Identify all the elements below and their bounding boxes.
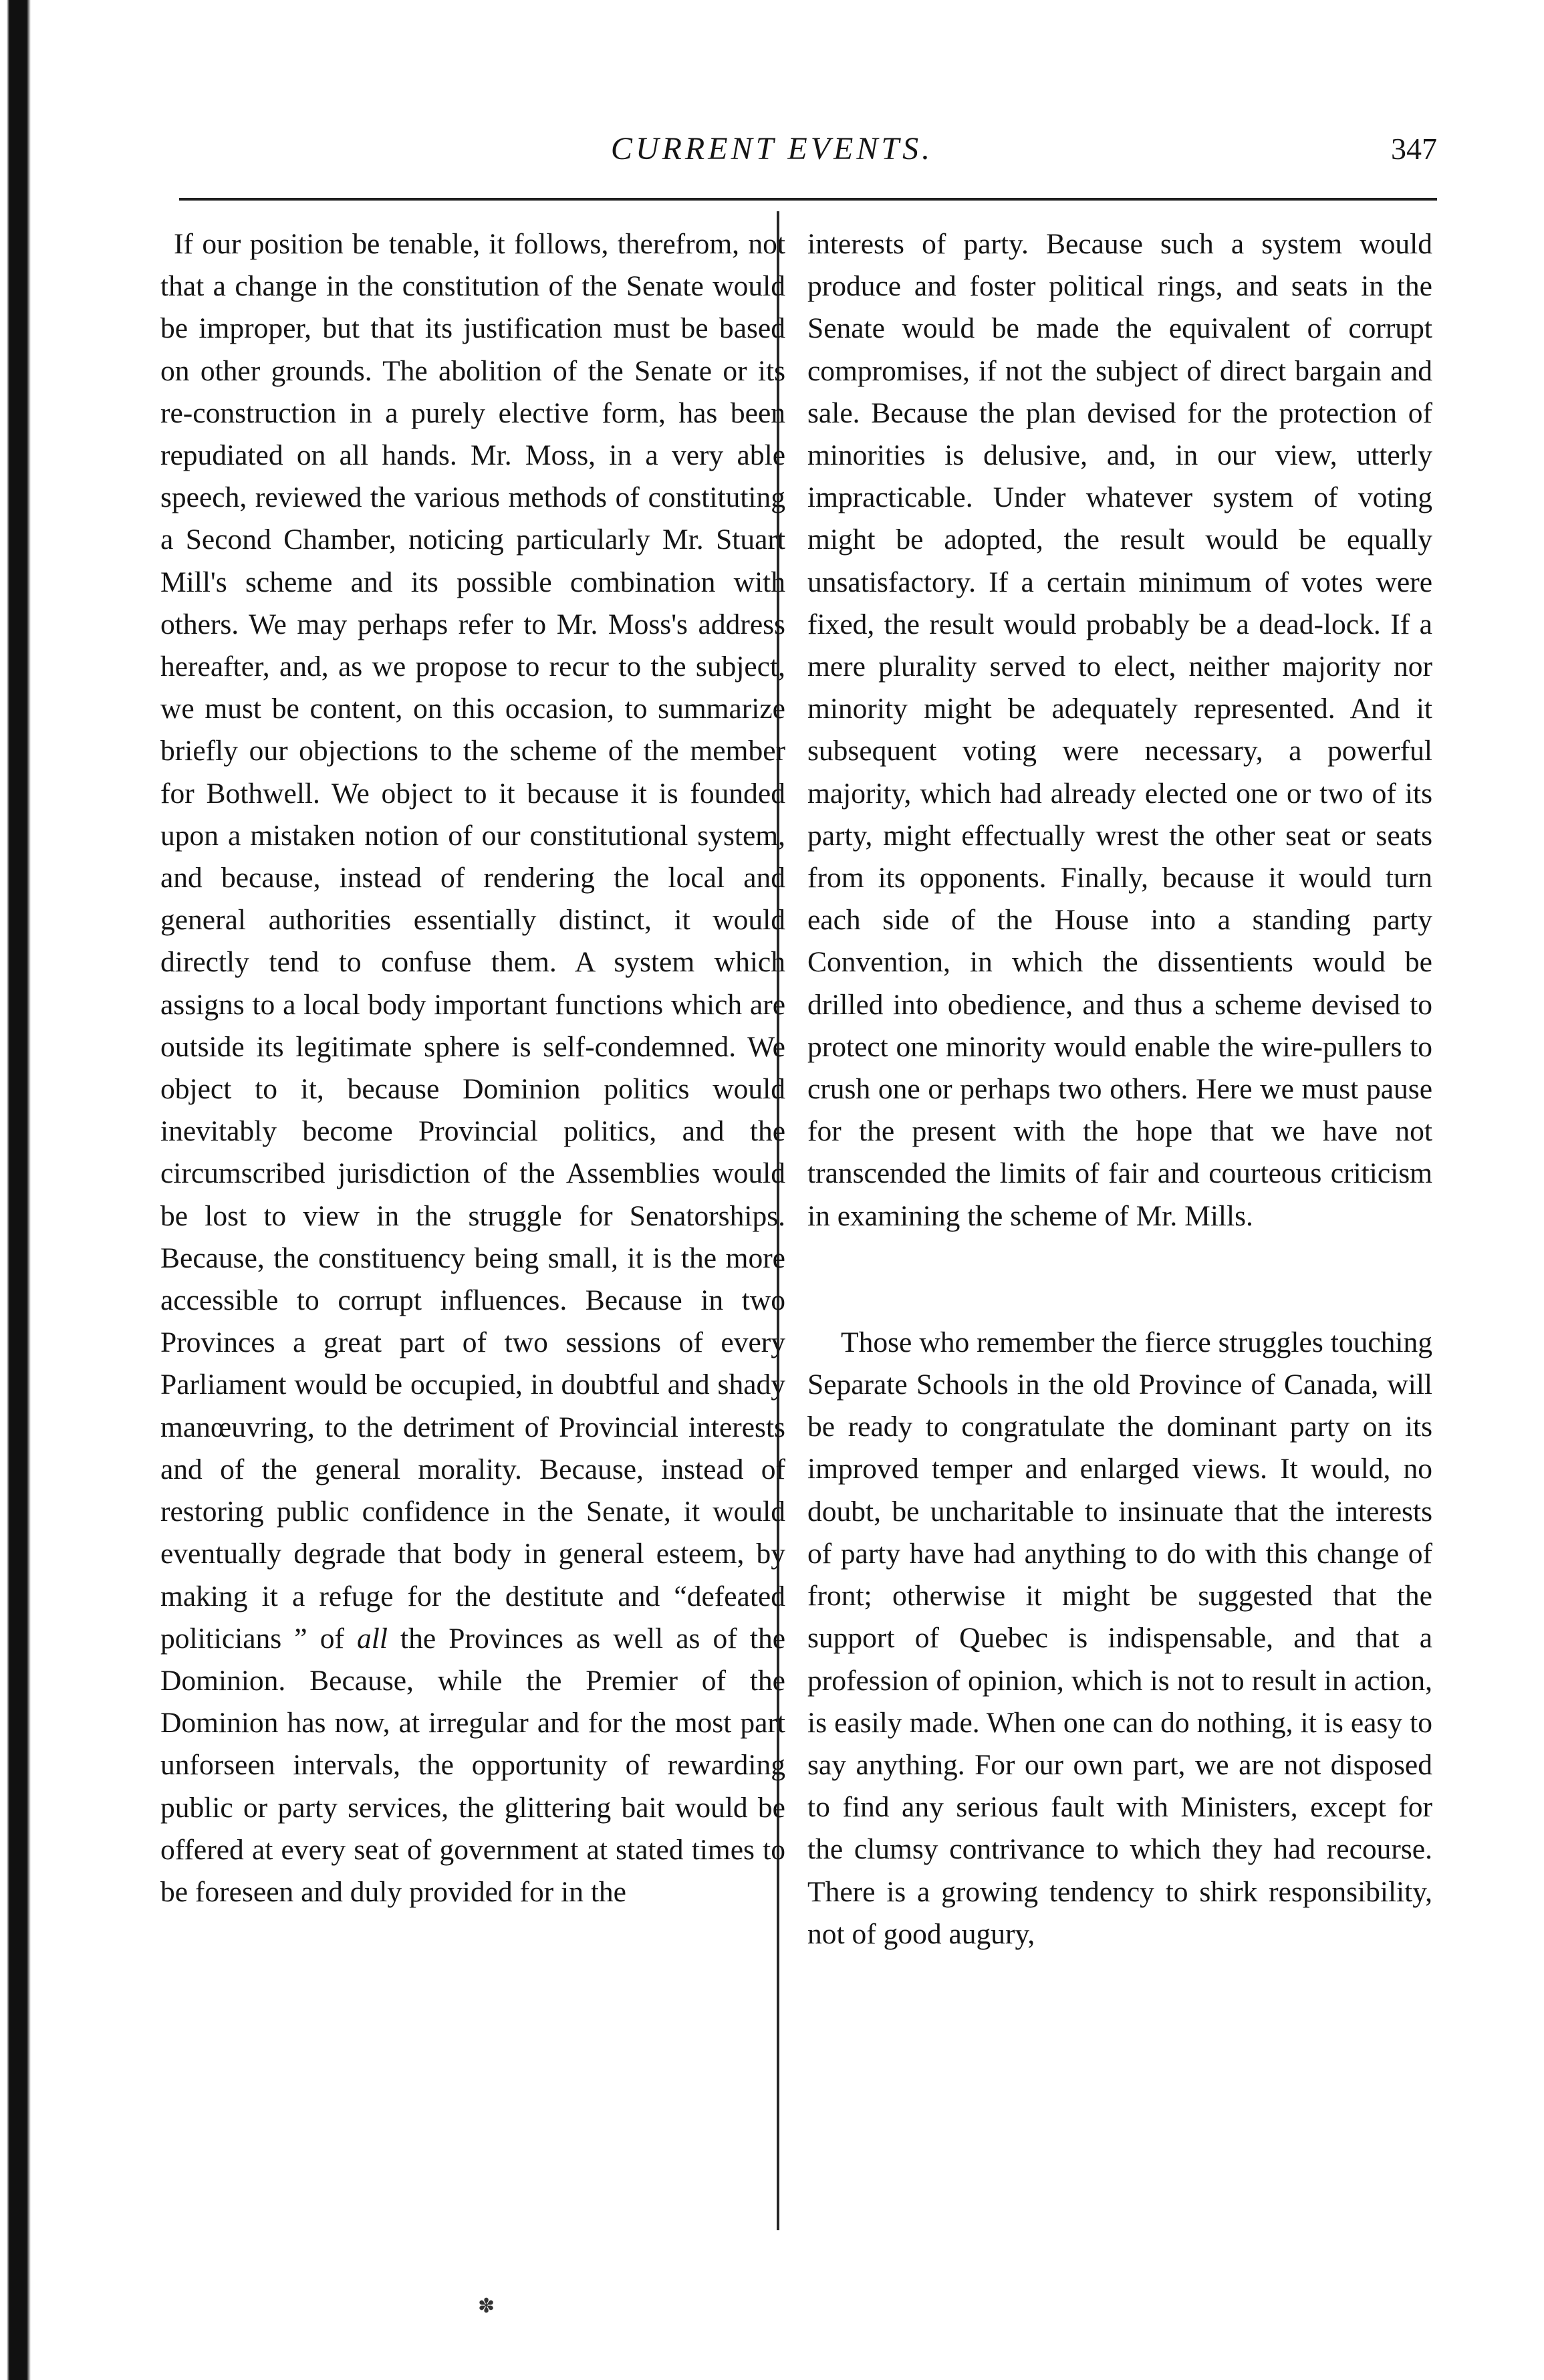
left-column — [160, 223, 785, 1913]
printer-ornament: ✽ — [478, 2295, 495, 2317]
left-paragraph-text-end: the Provinces as well as of the Dominion. Because, while the Premier of the Dominion has now, at irregular and for the most part unforseen intervals, the opportunity of rewarding public or party services, the glittering bait would be offered at every seat of government at stated times to be foreseen and duly provided for in the — [160, 1622, 785, 1908]
left-paragraph-senate — [160, 223, 785, 1913]
scan-binding-edge — [0, 0, 31, 2380]
right-column — [807, 223, 1432, 1955]
left-paragraph-text: If our position be tenable, it follows, therefrom, not that a change in the constitution of the Senate would be improper, but that its justification must be based on other grounds. The abolition of the Senate or its re-construction in a purely elective form, has been repudiated on all hands. Mr. Moss, in a very able speech, reviewed the various methods of constituting a Second Chamber, noticing particularly Mr. Stuart Mill's scheme and its possible combination with others. We may perhaps refer to Mr. Moss's address hereafter, and, as we propose to recur to the subject, we must be content, on this occasion, to summarize briefly our objections to the scheme of the member for Bothwell. We object to it because it is founded upon a mistaken notion of our constitutional system, and because, instead of rendering the local and general authorities essentially distinct, it would directly tend to confuse them. A system which assigns to a local body important functions which are outside its legitimate sphere is self-condemned. We object to it, because Dominion politics would inevitably become Provincial politics, and the circumscribed jurisdiction of the Assemblies would be lost to view in the struggle for Senatorships. Because, the constituency being small, it is the more accessible to corrupt influences. Because in two Provinces a great part of two sessions of every Parliament would be occupied, in doubtful and shady manœuvring, to the detriment of Provincial interests and of the general morality. Because, instead of restoring public confidence in the Senate, it would eventually degrade that body in general esteem, by making it a refuge for the destitute and “defeated politicians ” of — [160, 228, 785, 1655]
header-rule — [179, 198, 1437, 201]
left-paragraph-emphasis: all — [357, 1622, 388, 1655]
page-number: 347 — [1391, 132, 1437, 166]
right-paragraph-separate-schools: Those who remember the fierce struggles touching Separate Schools in the old Province of Canada, will be ready to congratulate the dominant party on its improved temper and enlarged views. It would, no doubt, be uncharitable to insinuate that the interests of party have had anything to do with this change of front; otherwise it might be suggested that the support of Quebec is indispensable, and that a profession of opinion, which is not to result in action, is easily made. When one can do nothing, it is easy to say anything. For our own part, we are not disposed to find any serious fault with Ministers, except for the clumsy contrivance to which they had recourse. There is a growing tendency to shirk responsibility, not of good augury, — [807, 1326, 1432, 1950]
right-paragraph-continuation: interests of party. Because such a system would produce and foster political rings, and seats in the Senate would be made the equivalent of corrupt compromises, if not the subject of direct bargain and sale. Because the plan devised for the protection of minorities is delusive, and, in our view, utterly impracticable. Under whatever system of voting might be adopted, the result would be equally unsatisfactory. If a certain minimum of votes were fixed, the result would probably be a dead-lock. If a mere plurality served to elect, neither majority nor minority might be adequately represented. And it subsequent voting were necessary, a powerful majority, which had already elected one or two of its party, might effectually wrest the other seat or seats from its opponents. Finally, because it would turn each side of the House into a standing party Convention, in which the dissentients would be drilled into obedience, and thus a scheme devised to protect one minority would enable the wire-pullers to crush one or perhaps two others. Here we must pause for the present with the hope that we have not transcended the limits of fair and courteous criticism in examining the scheme of Mr. Mills. — [807, 228, 1432, 1232]
running-title: CURRENT EVENTS. — [610, 131, 934, 166]
running-head — [107, 119, 1437, 179]
